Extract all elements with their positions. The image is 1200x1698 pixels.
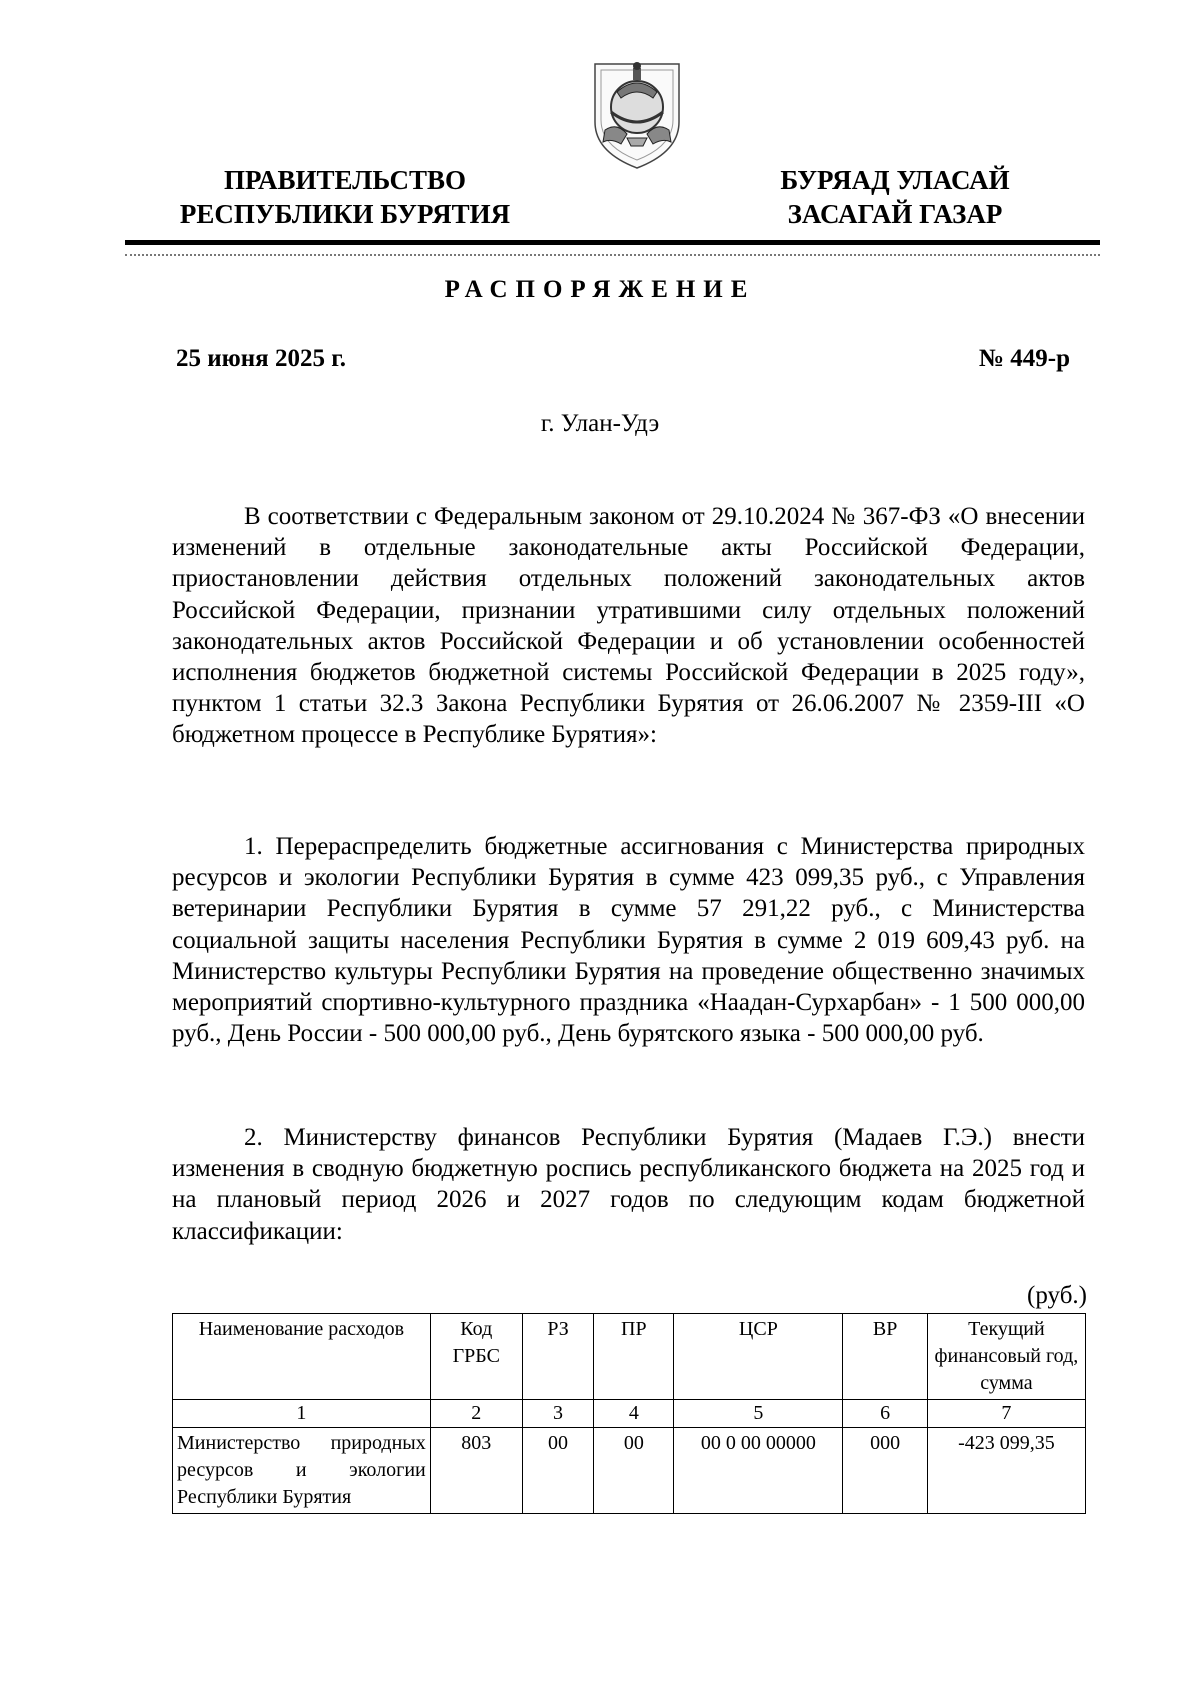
document-city: г. Улан-Удэ bbox=[540, 410, 660, 437]
row-rz: 00 bbox=[522, 1428, 593, 1514]
table-header-row bbox=[173, 1314, 1086, 1400]
index-cell: 6 bbox=[843, 1400, 927, 1428]
header-right-line2: ЗАСАГАЙ ГАЗАР bbox=[787, 199, 1003, 229]
header-rz: РЗ bbox=[522, 1314, 593, 1400]
header-right-line1: БУРЯАД УЛАСАЙ bbox=[780, 165, 1010, 195]
row-pr: 00 bbox=[594, 1428, 674, 1514]
preamble-paragraph: В соответствии с Федеральным законом от 29.10.2024 № 367-ФЗ «О внесении изменений в отдельные законодательные акты Российской Федерации, приостановлении действия отдельных положений законодательных актов Российской Федерации, признании утратившими силу отдельных положений законодательных актов Российской Федерации и об установлении особенностей исполнения бюджетов бюджетной системы Российской Федерации в 2025 году», пунктом 1 статьи 32.3 Закона Республики Бурятия от 26.06.2007 № 2359-III «О бюджетном процессе в Республике Бурятия»: bbox=[172, 503, 1085, 749]
header-vr: ВР bbox=[843, 1314, 927, 1400]
index-cell: 3 bbox=[522, 1400, 593, 1428]
budget-table bbox=[172, 1313, 1086, 1514]
header-pr: ПР bbox=[594, 1314, 674, 1400]
table-row bbox=[173, 1428, 1086, 1514]
header-sum: Текущий финансовый год, сумма bbox=[927, 1314, 1085, 1400]
row-vr: 000 bbox=[843, 1428, 927, 1514]
index-cell: 7 bbox=[927, 1400, 1085, 1428]
header-divider-thin bbox=[125, 254, 1100, 256]
table-index-row bbox=[173, 1400, 1086, 1428]
document-number: № 449-р bbox=[978, 345, 1070, 372]
document-title: РАСПОРЯЖЕНИЕ bbox=[444, 276, 756, 303]
item-2-paragraph: 2. Министерству финансов Республики Бурятия (Мадаев Г.Э.) внести изменения в сводную бюджетную роспись республиканского бюджета на 2025 год и на плановый период 2026 и 2027 годов по следующим кодам бюджетной классификации: bbox=[172, 1124, 1085, 1245]
header-grbs: Код ГРБС bbox=[430, 1314, 522, 1400]
item-1-paragraph: 1. Перераспределить бюджетные ассигнования с Министерства природных ресурсов и экологии Республики Бурятия в сумме 423 099,35 руб., с Управления ветеринарии Республики Бурятия в сумме 57 291,22 руб., с Министерства социальной защиты населения Республики Бурятия в сумме 2 019 609,43 руб. на Министерство культуры Республики Бурятия на проведение общественно значимых мероприятий спортивно-культурного праздника «Наадан-Сурхарбан» - 1 500 000,00 руб., День России - 500 000,00 руб., День бурятского языка - 500 000,00 руб. bbox=[172, 833, 1085, 1048]
header-left-line2: РЕСПУБЛИКИ БУРЯТИЯ bbox=[179, 199, 511, 229]
header-right bbox=[735, 163, 1055, 231]
document-date: 25 июня 2025 г. bbox=[176, 345, 346, 372]
index-cell: 4 bbox=[594, 1400, 674, 1428]
row-name: Министерство природных ресурсов и экологии Республики Бурятия bbox=[173, 1428, 431, 1514]
row-sum: -423 099,35 bbox=[927, 1428, 1085, 1514]
currency-unit: (руб.) bbox=[1027, 1282, 1087, 1309]
header-csr: ЦСР bbox=[674, 1314, 843, 1400]
header-name: Наименование расходов bbox=[173, 1314, 431, 1400]
coat-of-arms-icon bbox=[587, 52, 687, 172]
header-left bbox=[155, 163, 535, 231]
row-grbs: 803 bbox=[430, 1428, 522, 1514]
index-cell: 5 bbox=[674, 1400, 843, 1428]
header-divider-thick bbox=[125, 240, 1100, 245]
index-cell: 1 bbox=[173, 1400, 431, 1428]
row-csr: 00 0 00 00000 bbox=[674, 1428, 843, 1514]
header-left-line1: ПРАВИТЕЛЬСТВО bbox=[223, 165, 467, 195]
index-cell: 2 bbox=[430, 1400, 522, 1428]
